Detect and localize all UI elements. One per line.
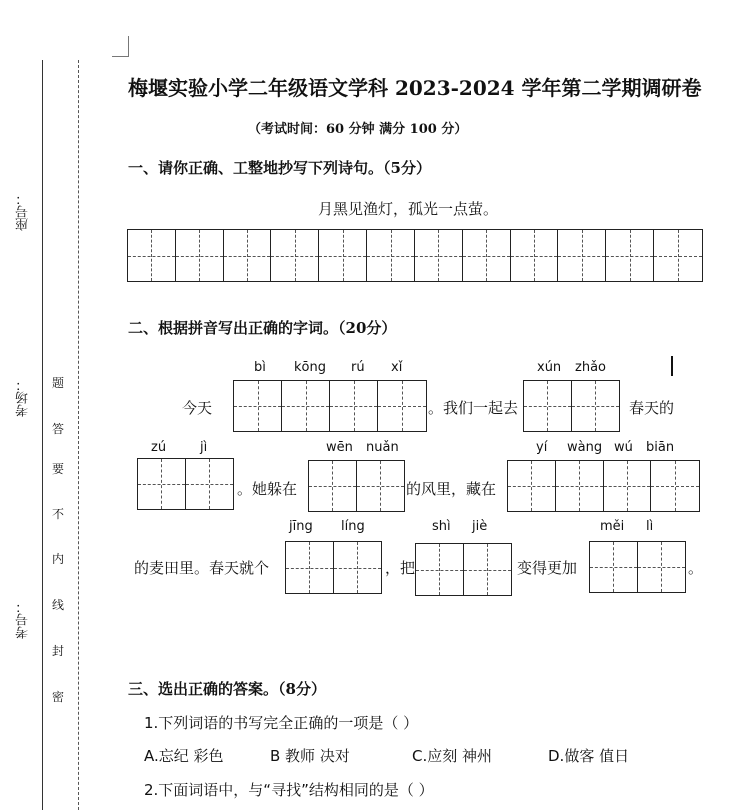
- pinyin: rú: [351, 360, 365, 375]
- option-a[interactable]: A.忘纪 彩色: [144, 747, 224, 765]
- seal-char: 答: [52, 422, 65, 436]
- pinyin: jì: [200, 440, 208, 455]
- pinyin: shì: [432, 519, 451, 534]
- pinyin: biān: [646, 440, 675, 455]
- exam-room-label: 考场：: [16, 378, 31, 417]
- answer-grid-bikong-ruxi[interactable]: [233, 380, 427, 432]
- sentence-text: 春天的: [629, 399, 675, 417]
- binding-dashed-line: [78, 60, 79, 810]
- question-1: 1.下列词语的书写完全正确的一项是（ ）: [144, 714, 419, 732]
- sentence-text: 。: [688, 559, 704, 577]
- sentence-text: 的麦田里。春天就个: [134, 559, 270, 577]
- option-c[interactable]: C.应刻 神州: [412, 747, 493, 765]
- option-b[interactable]: B 教师 决对: [270, 747, 350, 765]
- poem-line: 月黑见渔灯，孤光一点萤。: [318, 200, 499, 218]
- pinyin: wēn: [326, 440, 353, 455]
- seal-char: 要: [52, 462, 65, 476]
- exam-number-label: 考号：: [16, 600, 31, 639]
- pinyin: zú: [151, 440, 167, 455]
- answer-grid-jingling[interactable]: [285, 541, 382, 594]
- sentence-text: 今天: [182, 399, 213, 417]
- text-cursor: [671, 356, 673, 376]
- copy-grid[interactable]: [127, 229, 703, 282]
- pinyin: xǐ: [391, 360, 403, 375]
- seat-number-label: 座号：: [16, 192, 31, 231]
- pinyin: zhǎo: [575, 360, 606, 375]
- pinyin: jiè: [472, 519, 488, 534]
- page-corner-mark: [112, 36, 129, 57]
- seal-char: 内: [52, 552, 65, 566]
- exam-subtitle: （考试时间：60 分钟 满分 100 分）: [248, 122, 468, 137]
- section2-heading: 二、根据拼音写出正确的字词。（20分）: [128, 319, 397, 337]
- seal-char: 密: [52, 690, 65, 704]
- answer-grid-wennuan[interactable]: [308, 460, 405, 512]
- pinyin: lì: [646, 519, 654, 534]
- question-2: 2.下面词语中，与“寻找”结构相同的是（ ）: [144, 781, 434, 799]
- pinyin: nuǎn: [366, 440, 399, 455]
- pinyin: kōng: [294, 360, 326, 375]
- seal-char: 题: [52, 376, 65, 390]
- pinyin: wàng: [567, 440, 603, 455]
- section3-heading: 三、选出正确的答案。（8分）: [128, 680, 326, 698]
- pinyin: wú: [614, 440, 633, 455]
- option-d[interactable]: D.做客 值日: [548, 747, 630, 765]
- pinyin: měi: [600, 519, 625, 534]
- sentence-text: ，把: [385, 559, 416, 577]
- exam-title: 梅堰实验小学二年级语文学科 2023-2024 学年第二学期调研卷: [128, 76, 702, 100]
- sentence-text: 的风里，藏在: [406, 480, 497, 498]
- pinyin: jīng: [289, 519, 313, 534]
- binding-solid-line-left: [42, 60, 43, 810]
- seal-char: 封: [52, 644, 65, 658]
- sentence-text: 变得更加: [517, 559, 578, 577]
- seal-char: 线: [52, 598, 65, 612]
- answer-grid-shijie[interactable]: [415, 543, 512, 596]
- pinyin: xún: [537, 360, 562, 375]
- answer-grid-zuji[interactable]: [137, 458, 234, 510]
- answer-grid-meili[interactable]: [589, 541, 686, 593]
- sentence-text: 。她躲在: [237, 480, 298, 498]
- seal-char: 不: [52, 507, 65, 521]
- pinyin: líng: [341, 519, 365, 534]
- pinyin: yí: [536, 440, 548, 455]
- answer-grid-xunzhao[interactable]: [523, 380, 620, 432]
- answer-grid-yiwangwubian[interactable]: [507, 460, 700, 512]
- section1-heading: 一、请你正确、工整地抄写下列诗句。（5分）: [128, 159, 431, 177]
- sentence-text: 。我们一起去: [428, 399, 519, 417]
- pinyin: bì: [254, 360, 266, 375]
